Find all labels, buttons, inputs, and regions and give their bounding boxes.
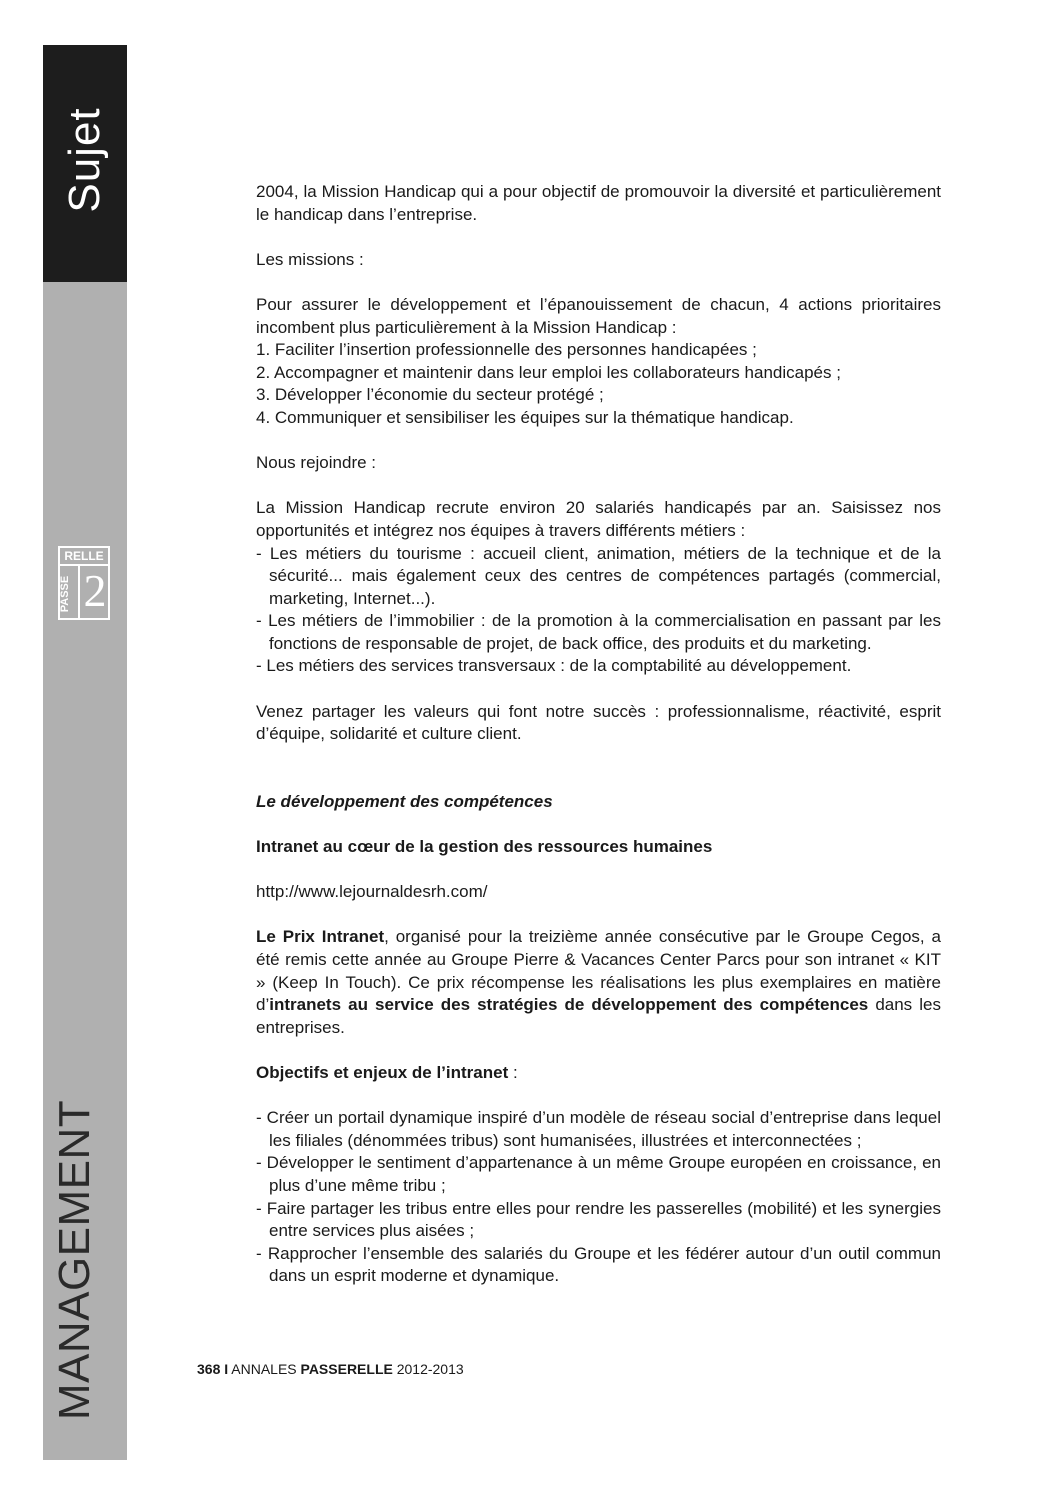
- list-item: 3. Développer l’économie du secteur protégé ;: [256, 385, 604, 405]
- list-item: - Développer le sentiment d’appartenance à un même Groupe européen en croissance, en plus d’une même tribu ;: [256, 1153, 941, 1195]
- page-number: 368 I: [197, 1361, 229, 1377]
- list-item: - Créer un portail dynamique inspiré d’un modèle de réseau social d’entreprise dans lequel les filiales (dénommées tribus) sont humanisées, illustrées et interconnectées ;: [256, 1108, 941, 1150]
- missions-lead: Pour assurer le développement et l’épanouissement de chacun, 4 actions prioritaires incombent plus particulièrement à la Mission Handicap :: [256, 294, 941, 337]
- brand-name: PASSERELLE: [300, 1361, 393, 1377]
- list-item: 4. Communiquer et sensibiliser les équipes sur la thématique handicap.: [256, 407, 794, 427]
- objectives-title: [256, 1062, 941, 1085]
- article-title: Intranet au cœur de la gestion des ressources humaines: [256, 837, 713, 857]
- objectives-title-bold: Objectifs et enjeux de l’intranet: [256, 1062, 509, 1082]
- list-item: - Faire partager les tribus entre elles pour rendre les passerelles (mobilité) et les synergies entre services plus aisées ;: [256, 1198, 941, 1241]
- objectives-list: [256, 1107, 941, 1288]
- missions-title: Les missions :: [256, 249, 364, 269]
- join-title: Nous rejoindre :: [256, 453, 377, 473]
- objectives-colon: :: [508, 1062, 518, 1082]
- category-label: MANAGEMENT: [50, 1099, 99, 1421]
- prize-text: , organisé pour la treizième année consécutive par le Groupe Cegos, a été remis cette année au Groupe Pierre & Vacances Center Parcs pour son intranet « KIT » (Keep In Touch). Ce prix récompense les réalisations les plus exemplaires en matière d’: [256, 927, 941, 1015]
- logo-side-text: PASSE: [59, 575, 72, 613]
- section-label: Sujet: [60, 107, 109, 213]
- article-body: [256, 181, 941, 1311]
- list-item: - Les métiers du tourisme : accueil client, animation, métiers de la technique et de la sécurité... mais également ceux des centres de compétences partagés (commercial, marketing, Internet...).: [256, 543, 941, 608]
- intro-paragraph: 2004, la Mission Handicap qui a pour objectif de promouvoir la diversité et particulièrement le handicap dans l’entreprise.: [256, 182, 941, 224]
- page-footer: [197, 1361, 464, 1377]
- prize-bold-2: intranets au service des stratégies de développement des compétences: [269, 995, 869, 1015]
- list-item: - Les métiers de l’immobilier : de la promotion à la commercialisation en passant par les fonctions de responsable de projet, de back office, des produits et du marketing.: [256, 611, 941, 653]
- prize-text-2: dans les entreprises.: [256, 995, 941, 1037]
- join-lead: La Mission Handicap recrute environ 20 salariés handicapés par an. Saisissez nos opportunités et intégrez nos équipes à travers différents métiers :: [256, 498, 941, 540]
- list-item: 1. Faciliter l’insertion professionnelle des personnes handicapées ;: [256, 340, 757, 360]
- list-item: 2. Accompagner et maintenir dans leur emploi les collaborateurs handicapés ;: [256, 362, 841, 382]
- section-heading: Le développement des compétences: [256, 791, 553, 811]
- passerelle-logo: [58, 546, 110, 620]
- values-paragraph: Venez partager les valeurs qui font notre succès : professionnalisme, réactivité, esprit d’équipe, solidarité et culture client.: [256, 701, 941, 744]
- prize-paragraph: [256, 926, 941, 1039]
- publication-years: 2012-2013: [396, 1361, 464, 1377]
- jobs-list: [256, 543, 941, 679]
- source-url: http://www.lejournaldesrh.com/: [256, 882, 488, 902]
- list-item: - Les métiers des services transversaux : de la comptabilité au développement.: [256, 656, 852, 676]
- publication-name: ANNALES: [231, 1361, 297, 1377]
- logo-number: 2: [78, 564, 110, 618]
- logo-top-text: RELLE: [60, 548, 108, 566]
- missions-list: [256, 339, 941, 429]
- list-item: - Rapprocher l’ensemble des salariés du Groupe et les fédérer autour d’un outil commun dans un esprit moderne et dynamique.: [256, 1243, 941, 1286]
- prize-bold: Le Prix Intranet: [256, 927, 385, 947]
